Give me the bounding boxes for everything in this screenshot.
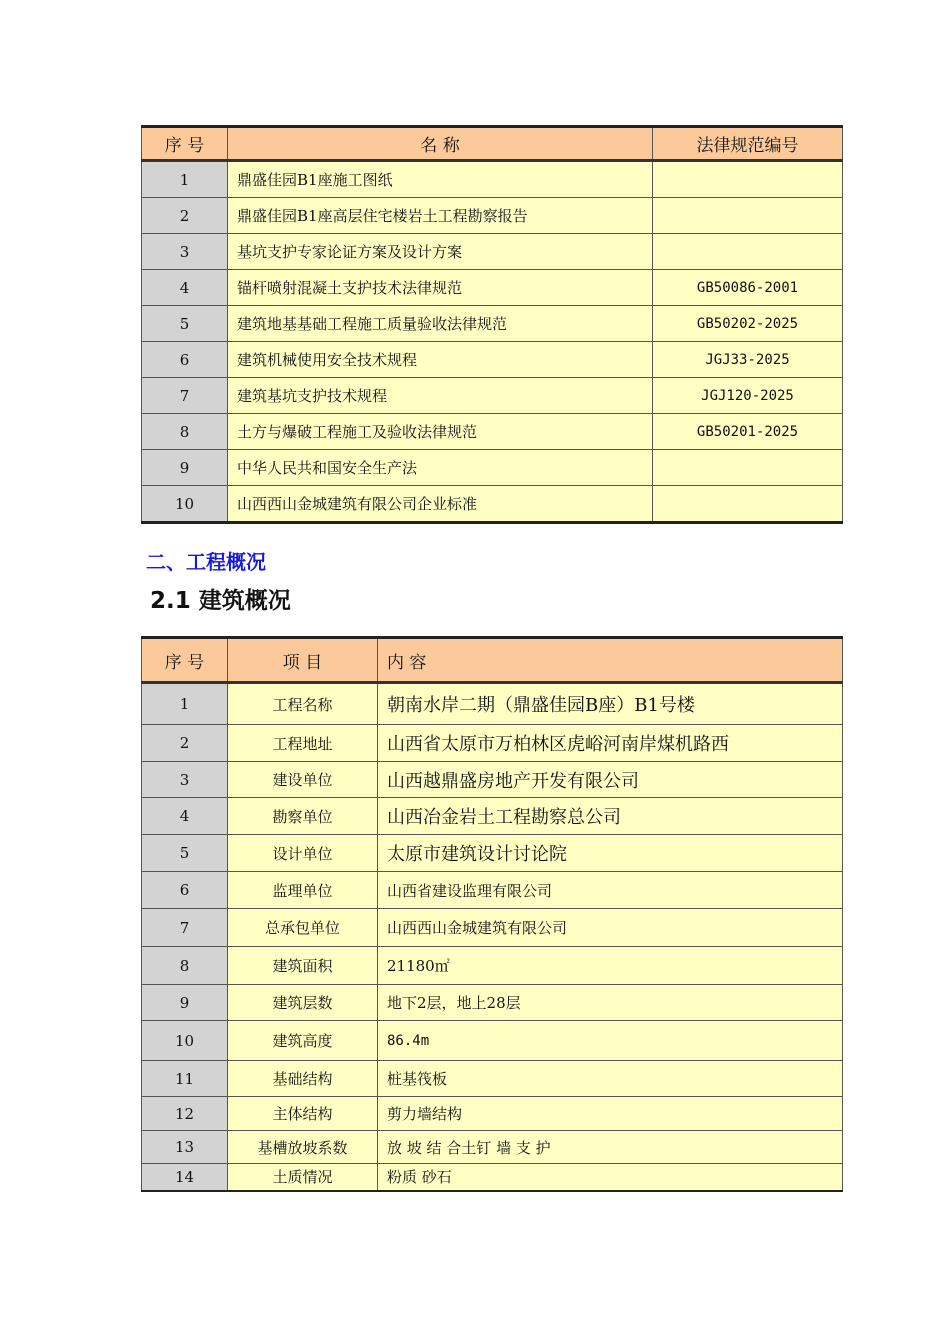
row-code bbox=[653, 161, 843, 198]
row-item: 基础结构 bbox=[228, 1061, 378, 1097]
row-content: 山西越鼎盛房地产开发有限公司 bbox=[378, 762, 843, 798]
row-no: 9 bbox=[142, 985, 228, 1021]
row-content: 地下2层，地上28层 bbox=[378, 985, 843, 1021]
row-no: 6 bbox=[142, 872, 228, 909]
header-name: 名 称 bbox=[228, 127, 653, 161]
row-name: 基坑支护专家论证方案及设计方案 bbox=[228, 234, 653, 270]
table-header-row bbox=[142, 127, 843, 161]
row-content: 剪力墙结构 bbox=[378, 1097, 843, 1131]
row-item: 设计单位 bbox=[228, 835, 378, 872]
row-no: 14 bbox=[142, 1164, 228, 1191]
header-content: 内 容 bbox=[378, 638, 843, 683]
table-row bbox=[142, 342, 843, 378]
row-item: 总承包单位 bbox=[228, 909, 378, 947]
table-row bbox=[142, 198, 843, 234]
row-item: 建筑高度 bbox=[228, 1021, 378, 1061]
row-name: 鼎盛佳园B1座高层住宅楼岩土工程勘察报告 bbox=[228, 198, 653, 234]
table-row bbox=[142, 234, 843, 270]
row-name: 建筑地基基础工程施工质量验收法律规范 bbox=[228, 306, 653, 342]
row-content: 朝南水岸二期（鼎盛佳园B座）B1号楼 bbox=[378, 683, 843, 725]
row-code: GB50086-2001 bbox=[653, 270, 843, 306]
table-row bbox=[142, 683, 843, 725]
row-no: 3 bbox=[142, 762, 228, 798]
row-content: 山西冶金岩土工程勘察总公司 bbox=[378, 798, 843, 835]
row-content: 山西省建设监理有限公司 bbox=[378, 872, 843, 909]
row-item: 监理单位 bbox=[228, 872, 378, 909]
row-no: 1 bbox=[142, 683, 228, 725]
row-code bbox=[653, 198, 843, 234]
row-code: GB50201-2025 bbox=[653, 414, 843, 450]
row-item: 勘察单位 bbox=[228, 798, 378, 835]
row-no: 4 bbox=[142, 798, 228, 835]
row-content: 桩基筏板 bbox=[378, 1061, 843, 1097]
row-item: 建设单位 bbox=[228, 762, 378, 798]
row-content: 粉质 砂石 bbox=[378, 1164, 843, 1191]
row-no: 7 bbox=[142, 378, 228, 414]
table-row bbox=[142, 378, 843, 414]
header-code: 法律规范编号 bbox=[653, 127, 843, 161]
row-item: 工程名称 bbox=[228, 683, 378, 725]
table-row bbox=[142, 835, 843, 872]
row-no: 7 bbox=[142, 909, 228, 947]
table-row bbox=[142, 872, 843, 909]
row-no: 3 bbox=[142, 234, 228, 270]
subsection-title: 2.1 建筑概况 bbox=[150, 588, 291, 614]
row-no: 8 bbox=[142, 414, 228, 450]
row-no: 5 bbox=[142, 306, 228, 342]
row-name: 鼎盛佳园B1座施工图纸 bbox=[228, 161, 653, 198]
row-name: 土方与爆破工程施工及验收法律规范 bbox=[228, 414, 653, 450]
row-item: 建筑层数 bbox=[228, 985, 378, 1021]
header-item: 项 目 bbox=[228, 638, 378, 683]
row-item: 土质情况 bbox=[228, 1164, 378, 1191]
row-item: 主体结构 bbox=[228, 1097, 378, 1131]
row-no: 11 bbox=[142, 1061, 228, 1097]
row-code: JGJ120-2025 bbox=[653, 378, 843, 414]
table-row bbox=[142, 947, 843, 985]
table-row bbox=[142, 161, 843, 198]
row-no: 10 bbox=[142, 1021, 228, 1061]
row-no: 9 bbox=[142, 450, 228, 486]
row-name: 山西西山金城建筑有限公司企业标准 bbox=[228, 486, 653, 523]
table-row bbox=[142, 725, 843, 762]
row-name: 中华人民共和国安全生产法 bbox=[228, 450, 653, 486]
row-name: 建筑机械使用安全技术规程 bbox=[228, 342, 653, 378]
table-row bbox=[142, 1097, 843, 1131]
row-no: 12 bbox=[142, 1097, 228, 1131]
table-row bbox=[142, 414, 843, 450]
row-name: 建筑基坑支护技术规程 bbox=[228, 378, 653, 414]
row-code bbox=[653, 234, 843, 270]
table-row bbox=[142, 798, 843, 835]
row-code: GB50202-2025 bbox=[653, 306, 843, 342]
table-row bbox=[142, 762, 843, 798]
section-title: 二、工程概况 bbox=[146, 550, 266, 574]
row-no: 5 bbox=[142, 835, 228, 872]
table-row bbox=[142, 909, 843, 947]
table-row bbox=[142, 270, 843, 306]
table-row bbox=[142, 1131, 843, 1164]
row-no: 6 bbox=[142, 342, 228, 378]
regulations-table bbox=[141, 125, 843, 524]
row-no: 2 bbox=[142, 725, 228, 762]
table-row bbox=[142, 1164, 843, 1191]
table-row bbox=[142, 306, 843, 342]
row-content: 21180㎡ bbox=[378, 947, 843, 985]
row-no: 10 bbox=[142, 486, 228, 523]
row-no: 1 bbox=[142, 161, 228, 198]
row-no: 8 bbox=[142, 947, 228, 985]
row-no: 4 bbox=[142, 270, 228, 306]
table-row bbox=[142, 1021, 843, 1061]
row-no: 13 bbox=[142, 1131, 228, 1164]
row-content: 山西西山金城建筑有限公司 bbox=[378, 909, 843, 947]
row-item: 工程地址 bbox=[228, 725, 378, 762]
header-no: 序 号 bbox=[142, 638, 228, 683]
row-item: 建筑面积 bbox=[228, 947, 378, 985]
table-row bbox=[142, 985, 843, 1021]
table-row bbox=[142, 1061, 843, 1097]
table-header-row bbox=[142, 638, 843, 683]
row-no: 2 bbox=[142, 198, 228, 234]
row-content: 山西省太原市万柏林区虎峪河南岸煤机路西 bbox=[378, 725, 843, 762]
table-row bbox=[142, 486, 843, 523]
building-overview-table bbox=[141, 636, 843, 1192]
row-content: 86.4m bbox=[378, 1021, 843, 1061]
row-code bbox=[653, 450, 843, 486]
header-no: 序 号 bbox=[142, 127, 228, 161]
row-content: 太原市建筑设计讨论院 bbox=[378, 835, 843, 872]
row-name: 锚杆喷射混凝土支护技术法律规范 bbox=[228, 270, 653, 306]
row-code: JGJ33-2025 bbox=[653, 342, 843, 378]
row-item: 基槽放坡系数 bbox=[228, 1131, 378, 1164]
row-code bbox=[653, 486, 843, 523]
table-row bbox=[142, 450, 843, 486]
row-content: 放 坡 结 合土钉 墙 支 护 bbox=[378, 1131, 843, 1164]
